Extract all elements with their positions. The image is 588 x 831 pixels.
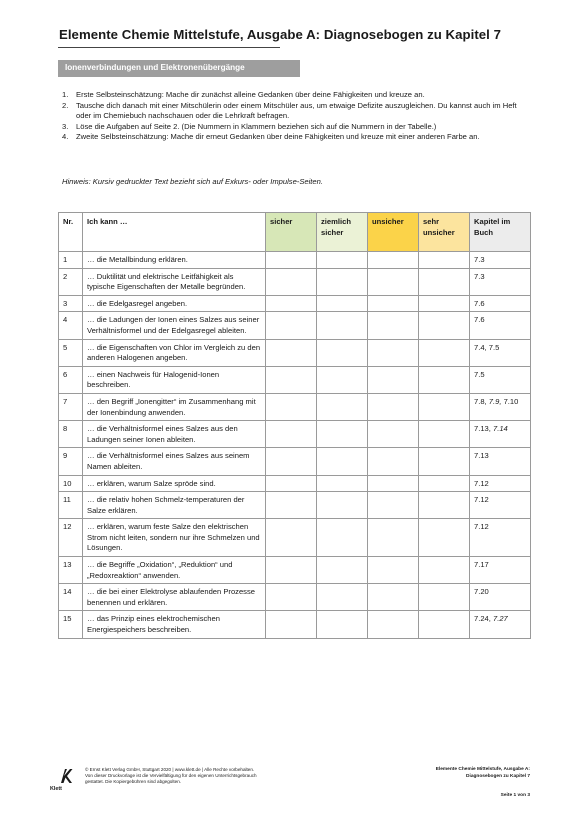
checkbox-sicher[interactable] bbox=[266, 252, 317, 269]
row-skill: … die Ladungen der Ionen eines Salzes aus seiner Verhältnisformel und der Edelgasregel ableiten. bbox=[83, 312, 266, 339]
row-number: 5 bbox=[59, 339, 83, 366]
checkbox-ziemlich-sicher[interactable] bbox=[317, 557, 368, 584]
checkbox-sehr-unsicher[interactable] bbox=[419, 584, 470, 611]
table-row bbox=[59, 252, 531, 269]
checkbox-sehr-unsicher[interactable] bbox=[419, 557, 470, 584]
checkbox-unsicher[interactable] bbox=[368, 557, 419, 584]
page-number: Seite 1 von 3 bbox=[500, 793, 530, 798]
checkbox-unsicher[interactable] bbox=[368, 339, 419, 366]
row-skill: … die Eigenschaften von Chlor im Vergleich zu den anderen Halogenen angeben. bbox=[83, 339, 266, 366]
checkbox-sicher[interactable] bbox=[266, 519, 317, 557]
footer-book-info bbox=[436, 767, 530, 780]
header-skill: Ich kann … bbox=[83, 213, 266, 252]
instruction-number: 4. bbox=[62, 132, 69, 142]
instruction-item bbox=[62, 132, 532, 143]
copyright-notice: © Ernst Klett Verlag GmbH, Stuttgart 2020 | www.klett.de | Alle Rechte vorbehalten. Von dieser Druckvorlage ist die Vervielfältigung für den eigenen Unterrichtsgebrauch gestattet. Die Kopiergebühren sind abgegolten. bbox=[85, 767, 257, 784]
table-row bbox=[59, 519, 531, 557]
instruction-number: 1. bbox=[62, 90, 69, 99]
row-kapitel bbox=[470, 421, 531, 448]
instruction-text: Tausche dich danach mit einer Mitschülerin oder einem Mitschüler aus, um etwaige Defizite auszugleichen. Du kannst auch im Heft oder im Chemiebuch nachschauen oder die Lehrkraft befragen. bbox=[76, 100, 517, 121]
checkbox-unsicher[interactable] bbox=[368, 366, 419, 393]
checkbox-sehr-unsicher[interactable] bbox=[419, 475, 470, 492]
row-number: 15 bbox=[59, 611, 83, 638]
kapitel-ref-italic: 7.14 bbox=[493, 424, 508, 434]
row-number: 3 bbox=[59, 295, 83, 312]
row-number: 2 bbox=[59, 268, 83, 295]
document-title: Elemente Chemie Mittelstufe, Ausgabe A: Diagnosebogen zu Kapitel 7 bbox=[59, 27, 501, 42]
checkbox-sehr-unsicher[interactable] bbox=[419, 268, 470, 295]
checkbox-ziemlich-sicher[interactable] bbox=[317, 252, 368, 269]
kapitel-ref: 7.12 bbox=[474, 495, 489, 505]
checkbox-sicher[interactable] bbox=[266, 366, 317, 393]
checkbox-sehr-unsicher[interactable] bbox=[419, 611, 470, 638]
header-sicher: sicher bbox=[266, 213, 317, 252]
row-skill: … die Verhältnisformel eines Salzes aus den Ladungen seiner Ionen ableiten. bbox=[83, 421, 266, 448]
table-row bbox=[59, 393, 531, 420]
row-number: 9 bbox=[59, 448, 83, 475]
checkbox-ziemlich-sicher[interactable] bbox=[317, 339, 368, 366]
checkbox-sehr-unsicher[interactable] bbox=[419, 339, 470, 366]
kapitel-ref: 7.17 bbox=[474, 560, 489, 570]
row-kapitel bbox=[470, 393, 531, 420]
row-kapitel bbox=[470, 312, 531, 339]
section-heading-bar bbox=[58, 60, 300, 77]
kapitel-ref: 7.3 bbox=[474, 255, 485, 264]
checkbox-ziemlich-sicher[interactable] bbox=[317, 312, 368, 339]
table-row bbox=[59, 366, 531, 393]
checkbox-unsicher[interactable] bbox=[368, 492, 419, 519]
checkbox-sicher[interactable] bbox=[266, 448, 317, 475]
row-number: 4 bbox=[59, 312, 83, 339]
checkbox-unsicher[interactable] bbox=[368, 393, 419, 420]
footer-book-line2: Diagnosebogen zu Kapitel 7 bbox=[466, 773, 530, 779]
checkbox-unsicher[interactable] bbox=[368, 475, 419, 492]
kapitel-ref: 7.8, bbox=[474, 396, 489, 406]
checkbox-unsicher[interactable] bbox=[368, 519, 419, 557]
instruction-text: Löse die Aufgaben auf Seite 2. (Die Nummern in Klammern beziehen sich auf die Nummern in der Tabelle.) bbox=[76, 121, 437, 131]
checkbox-sicher[interactable] bbox=[266, 475, 317, 492]
kapitel-ref: 7.4, 7.5 bbox=[474, 342, 500, 352]
checkbox-unsicher[interactable] bbox=[368, 295, 419, 312]
header-unsicher: unsicher bbox=[368, 213, 419, 252]
row-number: 7 bbox=[59, 393, 83, 420]
checkbox-ziemlich-sicher[interactable] bbox=[317, 584, 368, 611]
table-row bbox=[59, 339, 531, 366]
row-kapitel bbox=[470, 339, 531, 366]
table-row bbox=[59, 475, 531, 492]
kapitel-ref: 7.6 bbox=[474, 315, 485, 325]
row-skill: … das Prinzip eines elektrochemischen Energiespeichers beschreiben. bbox=[83, 611, 266, 638]
checkbox-unsicher[interactable] bbox=[368, 584, 419, 611]
checkbox-unsicher[interactable] bbox=[368, 611, 419, 638]
table-row bbox=[59, 448, 531, 475]
checkbox-ziemlich-sicher[interactable] bbox=[317, 421, 368, 448]
row-kapitel bbox=[470, 295, 531, 312]
checkbox-ziemlich-sicher[interactable] bbox=[317, 295, 368, 312]
checkbox-ziemlich-sicher[interactable] bbox=[317, 475, 368, 492]
row-skill: … die relativ hohen Schmelz-temperaturen der Salze erklären. bbox=[83, 492, 266, 519]
checkbox-sehr-unsicher[interactable] bbox=[419, 421, 470, 448]
row-kapitel bbox=[470, 448, 531, 475]
row-number: 6 bbox=[59, 366, 83, 393]
instruction-text: Erste Selbsteinschätzung: Mache dir zunächst alleine Gedanken über deine Fähigkeiten und kreuze an. bbox=[76, 90, 425, 99]
checkbox-sicher[interactable] bbox=[266, 557, 317, 584]
row-skill: … die Begriffe „Oxidation“, „Reduktion“ und „Redoxreaktion“ anwenden. bbox=[83, 557, 266, 584]
kapitel-ref: 7.5 bbox=[474, 369, 485, 379]
instruction-number: 2. bbox=[62, 100, 69, 110]
italic-hint: Hinweis: Kursiv gedruckter Text bezieht sich auf Exkurs- oder Impulse-Seiten. bbox=[62, 177, 323, 186]
row-number: 13 bbox=[59, 557, 83, 584]
kapitel-ref-italic: 7.9, bbox=[488, 396, 504, 406]
table-row bbox=[59, 557, 531, 584]
row-kapitel bbox=[470, 252, 531, 269]
checkbox-unsicher[interactable] bbox=[368, 312, 419, 339]
row-kapitel bbox=[470, 519, 531, 557]
checkbox-sehr-unsicher[interactable] bbox=[419, 393, 470, 420]
kapitel-ref: 7.13, bbox=[474, 424, 493, 434]
checkbox-sicher[interactable] bbox=[266, 312, 317, 339]
header-sehr-unsicher: sehr unsicher bbox=[419, 213, 470, 252]
row-number: 1 bbox=[59, 252, 83, 269]
instruction-list bbox=[62, 90, 532, 143]
instruction-item bbox=[62, 101, 532, 122]
checkbox-sicher[interactable] bbox=[266, 393, 317, 420]
kapitel-ref: 7.6 bbox=[474, 298, 485, 308]
checkbox-ziemlich-sicher[interactable] bbox=[317, 393, 368, 420]
section-heading: Ionenverbindungen und Elektronenübergänge bbox=[65, 63, 245, 72]
checkbox-ziemlich-sicher[interactable] bbox=[317, 268, 368, 295]
checkbox-sehr-unsicher[interactable] bbox=[419, 492, 470, 519]
row-kapitel bbox=[470, 557, 531, 584]
row-skill: … einen Nachweis für Halogenid-Ionen beschreiben. bbox=[83, 366, 266, 393]
instruction-item bbox=[62, 90, 532, 101]
table-row bbox=[59, 492, 531, 519]
checkbox-sehr-unsicher[interactable] bbox=[419, 312, 470, 339]
table-row bbox=[59, 421, 531, 448]
checkbox-sicher[interactable] bbox=[266, 492, 317, 519]
row-skill: … erklären, warum Salze spröde sind. bbox=[83, 475, 266, 492]
row-number: 11 bbox=[59, 492, 83, 519]
row-skill: … erklären, warum feste Salze den elektrischen Strom nicht leiten, sondern nur ihre Schmelzen und Lösungen. bbox=[83, 519, 266, 557]
kapitel-ref: 7.13 bbox=[474, 451, 489, 461]
checkbox-unsicher[interactable] bbox=[368, 252, 419, 269]
table-row bbox=[59, 312, 531, 339]
checkbox-sicher[interactable] bbox=[266, 268, 317, 295]
row-number: 10 bbox=[59, 475, 83, 492]
title-underline bbox=[58, 47, 280, 48]
header-nr: Nr. bbox=[59, 213, 83, 252]
instruction-text: Zweite Selbsteinschätzung: Mache dir erneut Gedanken über deine Fähigkeiten und kreuze mit einer anderen Farbe an. bbox=[76, 132, 480, 142]
checkbox-sicher[interactable] bbox=[266, 421, 317, 448]
table-row bbox=[59, 584, 531, 611]
table-row bbox=[59, 268, 531, 295]
klett-logo-text: Klett bbox=[50, 786, 62, 792]
row-number: 8 bbox=[59, 421, 83, 448]
checkbox-sicher[interactable] bbox=[266, 295, 317, 312]
kapitel-ref-italic: 7.27 bbox=[493, 614, 508, 624]
header-kapitel: Kapitel im Buch bbox=[470, 213, 531, 252]
checkbox-sehr-unsicher[interactable] bbox=[419, 519, 470, 557]
row-skill: … die Edelgasregel angeben. bbox=[83, 295, 266, 312]
checkbox-ziemlich-sicher[interactable] bbox=[317, 448, 368, 475]
checkbox-ziemlich-sicher[interactable] bbox=[317, 519, 368, 557]
checkbox-sicher[interactable] bbox=[266, 584, 317, 611]
row-skill: … Duktilität und elektrische Leitfähigkeit als typische Eigenschaften der Metalle begründen. bbox=[83, 268, 266, 295]
row-skill: … die Metallbindung erklären. bbox=[83, 252, 266, 269]
kapitel-ref: 7.12 bbox=[474, 522, 489, 532]
klett-logo-icon bbox=[58, 767, 76, 785]
checkbox-sehr-unsicher[interactable] bbox=[419, 295, 470, 312]
checkbox-ziemlich-sicher[interactable] bbox=[317, 492, 368, 519]
table-row bbox=[59, 611, 531, 638]
row-kapitel bbox=[470, 611, 531, 638]
checkbox-sicher[interactable] bbox=[266, 339, 317, 366]
checkbox-ziemlich-sicher[interactable] bbox=[317, 366, 368, 393]
kapitel-ref: 7.3 bbox=[474, 271, 485, 281]
instruction-item bbox=[62, 122, 532, 133]
row-kapitel bbox=[470, 584, 531, 611]
kapitel-ref: 7.24, bbox=[474, 614, 493, 624]
self-assessment-table bbox=[58, 212, 531, 639]
header-ziemlich-sicher: ziemlich sicher bbox=[317, 213, 368, 252]
row-number: 12 bbox=[59, 519, 83, 557]
row-kapitel bbox=[470, 366, 531, 393]
table-header-row bbox=[59, 213, 531, 252]
instruction-number: 3. bbox=[62, 121, 69, 131]
checkbox-ziemlich-sicher[interactable] bbox=[317, 611, 368, 638]
row-number: 14 bbox=[59, 584, 83, 611]
row-skill: … den Begriff „Ionengitter“ im Zusammenhang mit der Ionenbindung anwenden. bbox=[83, 393, 266, 420]
kapitel-ref-tail: 7.10 bbox=[503, 396, 519, 406]
row-kapitel bbox=[470, 492, 531, 519]
checkbox-sehr-unsicher[interactable] bbox=[419, 252, 470, 269]
checkbox-sicher[interactable] bbox=[266, 611, 317, 638]
checkbox-unsicher[interactable] bbox=[368, 448, 419, 475]
row-kapitel bbox=[470, 268, 531, 295]
row-skill: … die bei einer Elektrolyse ablaufenden Prozesse benennen und erklären. bbox=[83, 584, 266, 611]
row-skill: … die Verhältnisformel eines Salzes aus seinem Namen ableiten. bbox=[83, 448, 266, 475]
checkbox-sehr-unsicher[interactable] bbox=[419, 448, 470, 475]
kapitel-ref: 7.12 bbox=[474, 478, 489, 488]
checkbox-unsicher[interactable] bbox=[368, 268, 419, 295]
checkbox-unsicher[interactable] bbox=[368, 421, 419, 448]
row-kapitel bbox=[470, 475, 531, 492]
kapitel-ref: 7.20 bbox=[474, 587, 489, 597]
footer-book-line1: Elemente Chemie Mittelstufe, Ausgabe A: bbox=[435, 767, 530, 772]
table-row bbox=[59, 295, 531, 312]
checkbox-sehr-unsicher[interactable] bbox=[419, 366, 470, 393]
